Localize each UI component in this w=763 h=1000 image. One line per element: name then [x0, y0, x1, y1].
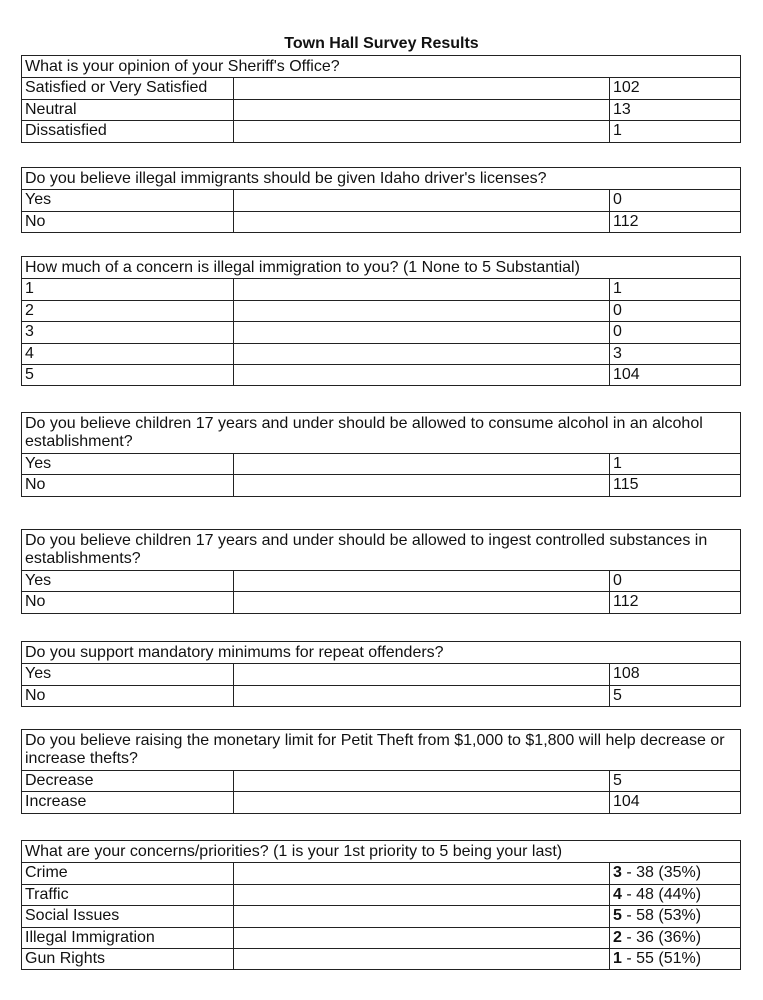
- priority-count: - 36 (36%): [621, 928, 702, 946]
- question-text: Do you believe raising the monetary limit for Petit Theft from $1,000 to $1,800 will help decrease or increase thefts?: [22, 730, 740, 771]
- answer-row: [22, 948, 740, 969]
- question-text: How much of a concern is illegal immigration to you? (1 None to 5 Substantial): [22, 257, 740, 279]
- blank-cell: [234, 949, 610, 969]
- blank-cell: [234, 365, 610, 385]
- answer-row: [22, 99, 740, 120]
- survey-question-2: [21, 167, 741, 233]
- answer-label: No: [22, 592, 234, 612]
- answer-label: 1: [22, 279, 234, 299]
- answer-count: 3: [613, 344, 622, 362]
- blank-cell: [234, 863, 610, 883]
- question-text: Do you support mandatory minimums for repeat offenders?: [22, 642, 740, 664]
- survey-question-5: [21, 529, 741, 614]
- answer-count: 112: [613, 212, 639, 230]
- blank-cell: [234, 906, 610, 926]
- answer-count: 115: [613, 476, 639, 494]
- question-text: Do you believe illegal immigrants should be given Idaho driver's licenses?: [22, 168, 740, 190]
- answer-count: 1: [613, 280, 622, 298]
- answer-label: Illegal Immigration: [22, 928, 234, 948]
- answer-label: No: [22, 686, 234, 706]
- blank-cell: [234, 454, 610, 474]
- blank-cell: [234, 344, 610, 364]
- answer-count: 104: [613, 365, 640, 383]
- answer-count: 108: [613, 665, 640, 683]
- answer-label: Yes: [22, 664, 234, 684]
- priority-rank: 3: [613, 864, 622, 882]
- answer-count: 0: [613, 571, 622, 589]
- answer-count: 112: [613, 593, 639, 611]
- blank-cell: [234, 190, 610, 210]
- answer-count: 5: [613, 771, 622, 789]
- answer-row: [22, 364, 740, 385]
- priority-result: [610, 906, 740, 926]
- answer-count: 1: [613, 122, 622, 140]
- answer-label: Traffic: [22, 885, 234, 905]
- answer-row: [22, 571, 740, 591]
- answer-label: 4: [22, 344, 234, 364]
- answer-label: 2: [22, 301, 234, 321]
- answer-label: Yes: [22, 454, 234, 474]
- blank-cell: [234, 571, 610, 591]
- answer-count: 1: [613, 454, 622, 472]
- answer-label: Yes: [22, 571, 234, 591]
- blank-cell: [234, 664, 610, 684]
- blank-cell: [234, 885, 610, 905]
- blank-cell: [234, 928, 610, 948]
- answer-row: [22, 474, 740, 495]
- answer-label: Decrease: [22, 771, 234, 791]
- answer-label: Neutral: [22, 100, 234, 120]
- priority-rank: 4: [613, 885, 622, 903]
- answer-label: Yes: [22, 190, 234, 210]
- page-title: Town Hall Survey Results: [284, 35, 479, 52]
- answer-row: [22, 863, 740, 883]
- survey-question-6: [21, 641, 741, 707]
- priority-rank: 1: [613, 949, 622, 967]
- blank-cell: [234, 121, 610, 141]
- answer-label: Crime: [22, 863, 234, 883]
- survey-question-7: [21, 729, 741, 814]
- blank-cell: [234, 100, 610, 120]
- answer-row: [22, 664, 740, 684]
- survey-question-4: [21, 412, 741, 497]
- answer-label: No: [22, 475, 234, 495]
- answer-row: [22, 343, 740, 364]
- priority-count: - 48 (44%): [621, 885, 702, 903]
- blank-cell: [234, 686, 610, 706]
- answer-row: [22, 905, 740, 926]
- priority-rank: 2: [613, 928, 622, 946]
- answer-row: [22, 454, 740, 474]
- priority-rank: 5: [613, 907, 622, 925]
- blank-cell: [234, 279, 610, 299]
- survey-question-1: [21, 55, 741, 143]
- answer-row: [22, 591, 740, 612]
- survey-question-8: [21, 840, 741, 970]
- blank-cell: [234, 78, 610, 98]
- answer-label: No: [22, 212, 234, 232]
- survey-question-3: [21, 256, 741, 386]
- answer-label: Increase: [22, 792, 234, 812]
- question-text: Do you believe children 17 years and under should be allowed to consume alcohol in an alcohol establishment?: [22, 413, 740, 454]
- blank-cell: [234, 301, 610, 321]
- answer-label: Social Issues: [22, 906, 234, 926]
- priority-result: [610, 863, 740, 883]
- answer-row: [22, 300, 740, 321]
- answer-row: [22, 685, 740, 706]
- answer-count: 0: [613, 191, 622, 209]
- question-text: What is your opinion of your Sheriff's Office?: [22, 56, 740, 78]
- priority-result: [610, 885, 740, 905]
- answer-row: [22, 771, 740, 791]
- answer-row: [22, 321, 740, 342]
- answer-row: [22, 791, 740, 812]
- answer-label: Gun Rights: [22, 949, 234, 969]
- answer-label: 5: [22, 365, 234, 385]
- answer-count: 102: [613, 79, 640, 97]
- answer-count: 13: [613, 100, 631, 118]
- answer-row: [22, 190, 740, 210]
- priority-count: - 38 (35%): [621, 864, 702, 882]
- answer-count: 0: [613, 323, 622, 341]
- priority-count: - 58 (53%): [621, 907, 702, 925]
- blank-cell: [234, 322, 610, 342]
- answer-label: 3: [22, 322, 234, 342]
- priority-result: [610, 949, 740, 969]
- blank-cell: [234, 592, 610, 612]
- blank-cell: [234, 475, 610, 495]
- answer-label: Dissatisfied: [22, 121, 234, 141]
- answer-row: [22, 279, 740, 299]
- question-text: Do you believe children 17 years and under should be allowed to ingest controlled substances in establishments?: [22, 530, 740, 571]
- blank-cell: [234, 771, 610, 791]
- answer-count: 5: [613, 686, 622, 704]
- priority-count: - 55 (51%): [621, 949, 702, 967]
- answer-label: Satisfied or Very Satisfied: [22, 78, 234, 98]
- blank-cell: [234, 792, 610, 812]
- question-text: What are your concerns/priorities? (1 is your 1st priority to 5 being your last): [22, 841, 740, 863]
- answer-count: 0: [613, 301, 622, 319]
- answer-row: [22, 211, 740, 232]
- blank-cell: [234, 212, 610, 232]
- answer-row: [22, 884, 740, 905]
- answer-row: [22, 78, 740, 98]
- answer-row: [22, 927, 740, 948]
- answer-row: [22, 120, 740, 141]
- answer-count: 104: [613, 793, 640, 811]
- priority-result: [610, 928, 740, 948]
